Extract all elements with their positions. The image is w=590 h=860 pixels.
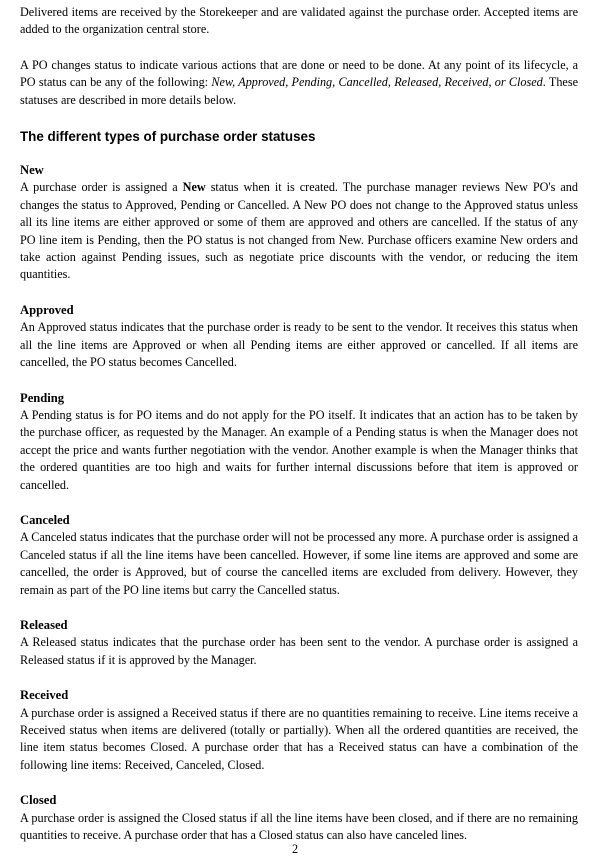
status-section-canceled	[20, 512, 578, 599]
status-title-received: Received	[20, 688, 69, 703]
status-title-canceled: Canceled	[20, 512, 70, 527]
section-heading: The different types of purchase order statuses	[20, 129, 316, 145]
status-title-pending: Pending	[20, 390, 65, 405]
document-page	[20, 4, 578, 844]
status-text-new	[20, 179, 578, 283]
intro-paragraph-2	[20, 57, 578, 109]
status-text-released: A Released status indicates that the purchase order has been sent to the vendor. A purchase order is assigned a Released status if it is approved by the Manager.	[20, 635, 578, 667]
status-title-closed: Closed	[20, 793, 57, 808]
status-text-approved: An Approved status indicates that the purchase order is ready to be sent to the vendor. It receives this status when all the line items are Approved or when all Pending items are either approved or cancelled. If all items are cancelled, the PO status becomes Cancelled.	[20, 320, 578, 370]
status-section-closed	[20, 792, 578, 844]
status-text-closed: A purchase order is assigned the Closed status if all the line items have been closed, and if there are no remaining quantities to receive. A purchase order that has a Closed status can also have canceled lines.	[20, 810, 578, 843]
intro-p2-status-list: New, Approved, Pending, Cancelled, Released, Received, or Closed	[211, 75, 543, 90]
intro-p2-suffix: . These statuses are described in more details below.	[20, 75, 578, 107]
status-section-approved	[20, 302, 578, 372]
status-section-released	[20, 617, 578, 669]
status-text-new-prefix: A purchase order is assigned a	[20, 180, 183, 195]
status-text-pending: A Pending status is for PO items and do not apply for the PO itself. It indicates that an action has to be taken by the purchase officer, as requested by the Manager. An example of a Pending status is when the Manager does not accept the price and wants further negotiation with the vendor. Another example is when the Manager thinks that the ordered quantities are too high and waits for further internal discussions before that item is approved or cancelled.	[20, 407, 578, 492]
status-title-approved: Approved	[20, 302, 74, 317]
status-title-new: New	[20, 163, 44, 178]
status-section-new	[20, 162, 578, 284]
status-section-pending	[20, 390, 578, 494]
status-title-released: Released	[20, 617, 68, 632]
status-text-canceled: A Canceled status indicates that the purchase order will not be processed any more. A purchase order is assigned a Canceled status if all the line items have been cancelled. However, if some line items are approved and some are cancelled, the order is Approved, but of course the cancelled items are excluded from delivery. However, they remain as part of the PO line items but carry the Cancelled status.	[20, 530, 578, 597]
intro-p2-prefix: A PO changes status to indicate various actions that are done or need to be done. At any point of its lifecycle, a PO status can be any of the following:	[20, 57, 578, 90]
status-text-new-bold: New	[182, 180, 206, 195]
status-text-received: A purchase order is assigned a Received status if there are no quantities remaining to receive. Line items receive a Received status when items are delivered (totally or partially). When all the ordered quantities are received, the line item status becomes Closed. A purchase order that has a Received status can have a combination of the following line items: Received, Canceled, Closed.	[20, 705, 578, 772]
page-number: 2	[291, 842, 299, 856]
status-section-received	[20, 687, 578, 774]
intro-paragraph-1: Delivered items are received by the Storekeeper and are validated against the purchase order. Accepted items are added to the organization central store.	[20, 5, 578, 37]
status-text-new-suffix: status when it is created. The purchase manager reviews New PO's and changes the status to Approved, Pending or Cancelled. A New PO does not change to the Approved status unless all its line items are either approved or some of them are approved and others are cancelled. If the status of any PO line item is Pending, then the PO status is not changed from New. Purchase officers examine New orders and take action against Pending issues, such as negotiate price discounts with the vendor, or reducing the item quantities.	[20, 180, 578, 282]
